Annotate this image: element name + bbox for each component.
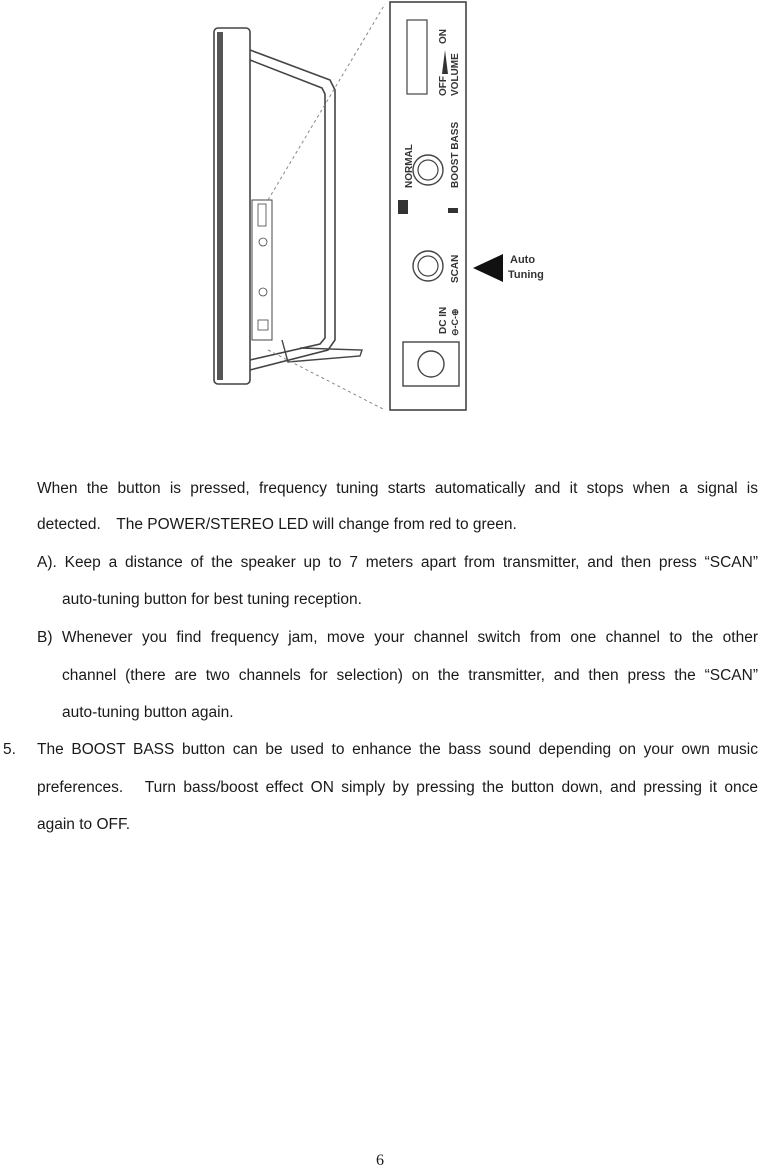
item-5-line-1: The BOOST BASS button can be used to enhance the bass sound depending on your own music (37, 741, 758, 758)
zoomed-control-panel (390, 2, 466, 410)
boost-bass-label: BOOST BASS (450, 121, 461, 188)
on-label: ON (438, 29, 449, 44)
speaker-panel-illustration (190, 0, 570, 420)
page-number: 6 (376, 1152, 384, 1169)
item-5-line-3: again to OFF. (37, 816, 131, 833)
item-5-number: 5. (3, 741, 16, 758)
item-b-line-2: channel (there are two channels for selection) on the transmitter, and then press the “SCAN” (62, 667, 758, 684)
auto-label: Auto (510, 254, 536, 266)
item-a-line-1: A). Keep a distance of the speaker up to 7 meters apart from transmitter, and then press “SCAN” (37, 554, 758, 571)
auto-tuning-arrow-icon (473, 254, 503, 282)
normal-label: NORMAL (404, 144, 415, 188)
off-label: OFF (438, 76, 449, 96)
item-a-line-2: auto-tuning button for best tuning reception. (62, 591, 362, 608)
volume-label: VOLUME (450, 53, 461, 96)
dc-in-label: DC IN (438, 306, 449, 334)
normal-indicator-icon (398, 200, 408, 214)
speaker-panel-figure (190, 0, 570, 420)
tuning-label: Tuning (508, 269, 544, 281)
volume-slider (407, 20, 427, 94)
scan-label: SCAN (450, 254, 461, 283)
polarity-label: ⊖-C-⊕ (450, 308, 460, 336)
paragraph-1-line-1: When the button is pressed, frequency tuning starts automatically and it stops when a signal is (37, 480, 758, 497)
item-b-line-3: auto-tuning button again. (62, 704, 234, 721)
item-b-line-1: B) Whenever you find frequency jam, move your channel switch from one channel to the other (37, 629, 758, 646)
item-5-line-2: preferences. Turn bass/boost effect ON simply by pressing the button down, and pressing it once (37, 779, 758, 796)
boost-indicator-icon (448, 208, 458, 213)
speaker-side-view (214, 28, 362, 384)
paragraph-1-line-2: detected. The POWER/STEREO LED will change from red to green. (37, 516, 517, 533)
